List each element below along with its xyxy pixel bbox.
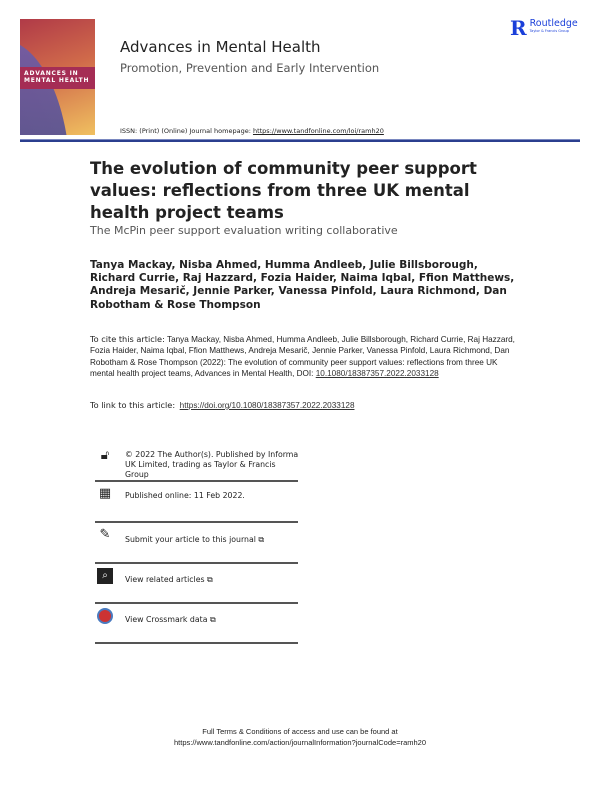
crossmark-icon — [97, 608, 113, 624]
journal-homepage-link[interactable]: https://www.tandfonline.com/loi/ramh20 — [252, 127, 384, 135]
routledge-r-icon: R — [510, 16, 527, 40]
article-link-line — [90, 400, 355, 410]
crossmark-link[interactable] — [95, 606, 298, 644]
logo-text: Routledge — [529, 18, 578, 29]
doi-link[interactable]: 10.1080/18387357.2022.2033128 — [315, 368, 439, 378]
cite-text: Tanya Mackay, Nisba Ahmed, Humma Andleeb, Julie Billsborough, Richard Currie, Raj Hazzard, Fozia Haider, Naima Iqbal, Ffion Matthews, Andreja Mesarič, Jennie Parker, Vanessa Pinfold, Laura Richmond, Dan Robotham & Rose Thompson (2022): The evolution of community peer support values: reflections from three UK mental health project teams, Advances in Mental Health, DOI: — [90, 335, 515, 378]
submit-text: Submit your article to this journal ⧉ — [125, 535, 264, 544]
related-text: View related articles ⧉ — [125, 575, 213, 584]
author-list: Tanya Mackay, Nisba Ahmed, Humma Andleeb, Julie Billsborough, Richard Currie, Raj Hazzard, Fozia Haider, Naima Iqbal, Ffion Matthews, Andreja Mesarič, Jennie Parker, Vanessa Pinfold, Laura Richmond, Dan Robotham & Rose Thompson — [90, 259, 515, 311]
submit-article-link[interactable] — [95, 525, 298, 564]
published-date: Published online: 11 Feb 2022. — [125, 491, 245, 500]
footer-url[interactable]: https://www.tandfonline.com/action/journalInformation?journalCode=ramh20 — [173, 738, 427, 747]
footer-terms: Full Terms & Conditions of access and use can be found at — [202, 727, 398, 736]
footer — [0, 726, 600, 748]
document-search-icon: ⌕ — [97, 568, 113, 584]
collaborative-name: The McPin peer support evaluation writing collaborative — [90, 224, 398, 237]
open-access-row — [95, 446, 298, 482]
article-title: The evolution of community peer support values: reflections from three UK mental health project teams — [90, 159, 477, 222]
article-doi-url[interactable]: https://doi.org/10.1080/18387357.2022.2033128 — [179, 401, 355, 410]
calendar-icon: ▦ — [98, 486, 112, 501]
logo-sub: Taylor & Francis Group — [529, 29, 569, 33]
published-row — [95, 484, 298, 523]
open-access-icon: 🔓︎ — [100, 448, 110, 463]
link-label: To link to this article: — [90, 400, 176, 410]
cover-title: ADVANCES IN MENTAL HEALTH — [24, 70, 90, 84]
citation-block — [90, 334, 515, 379]
copyright-text: © 2022 The Author(s). Published by Informa UK Limited, trading as Taylor & Francis Group — [125, 450, 299, 479]
edit-icon: ✎ — [99, 527, 111, 542]
journal-cover-image — [20, 19, 95, 135]
crossmark-text: View Crossmark data ⧉ — [125, 615, 216, 624]
routledge-logo — [510, 18, 578, 38]
cite-label: To cite this article: — [90, 334, 165, 344]
header-divider — [20, 139, 580, 142]
issn-line — [120, 127, 384, 135]
related-articles-link[interactable] — [95, 566, 298, 604]
journal-title: Advances in Mental Health — [120, 38, 321, 56]
journal-subtitle: Promotion, Prevention and Early Intervention — [120, 61, 380, 75]
issn-label: ISSN: (Print) (Online) Journal homepage: — [120, 127, 251, 135]
